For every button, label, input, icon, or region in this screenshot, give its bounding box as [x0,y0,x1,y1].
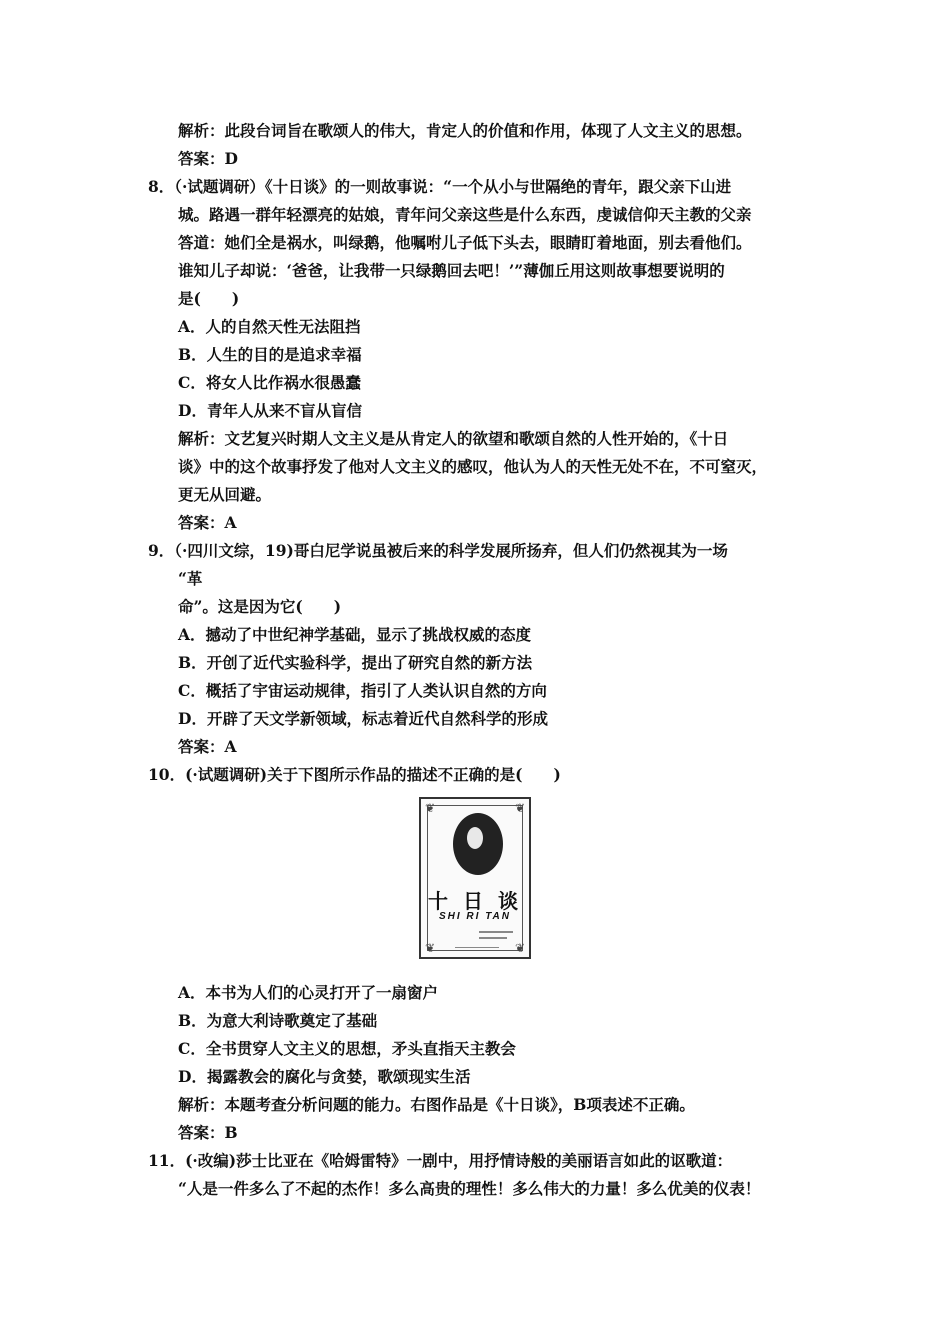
cover-title: 十 日 谈 [428,889,522,913]
ornament-icon: ❦ [425,801,436,815]
text-line: 命”。这是因为它( ) [178,597,342,616]
text-line: D．揭露教会的腐化与贪婪，歌颂现实生活 [178,1067,471,1086]
ornament-icon: ❦ [425,941,436,955]
text-line: D．青年人从来不盲从盲信 [178,401,362,420]
text-line: 谈》中的这个故事抒发了他对人文主义的感叹，他认为人的天性无处不在，不可窒灭， [178,457,768,476]
cover-translator-line [479,937,507,939]
text-line: C．全书贯穿人文主义的思想，矛头直指天主教会 [178,1039,516,1058]
text-line: 更无从回避。 [178,485,272,504]
text-line: 答案：D [178,149,238,168]
text-line: C．概括了宇宙运动规律，指引了人类认识自然的方向 [178,681,547,700]
text-line: 解析：文艺复兴时期人文主义是从肯定人的欲望和歌颂自然的人性开始的，《十日 [178,429,729,448]
text-line: “人是一件多么了不起的杰作！多么高贵的理性！多么伟大的力量！多么优美的仪表！ [178,1179,761,1198]
question-line: 10．(·试题调研)关于下图所示作品的描述不正确的是( ) [148,765,561,784]
text-line: 答道：她们全是祸水，叫绿鹅，他嘱咐儿子低下头去，眼睛盯着地面，别去看他们。 [178,233,752,252]
text-line: 答案：A [178,737,237,756]
question-line: 11．(·改编)莎士比亚在《哈姆雷特》一剧中，用抒情诗般的美丽语言如此的讴歌道： [148,1151,733,1170]
question-line: 8．（·试题调研）《十日谈》的一则故事说：“一个从小与世隔绝的青年，跟父亲下山进 [148,177,732,196]
text-line: 谁知儿子却说：‘爸爸，让我带一只绿鹅回去吧！’”薄伽丘用这则故事想要说明的 [178,261,725,280]
question-line: 9．（·四川文综，19)哥白尼学说虽被后来的科学发展所扬弃，但人们仍然视其为一场 [148,541,728,560]
cover-author-line [479,931,513,933]
text-line: A．撼动了中世纪神学基础，显示了挑战权威的态度 [178,625,532,644]
text-line: “革 [178,569,203,588]
cover-publisher-line [455,947,499,948]
text-line: 解析：此段台词旨在歌颂人的伟大，肯定人的价值和作用，体现了人文主义的思想。 [178,121,752,140]
text-line: D．开辟了天文学新领域，标志着近代自然科学的形成 [178,709,548,728]
text-line: 答案：B [178,1123,238,1142]
ornament-icon: ❦ [514,801,525,815]
text-line: 城。路遇一群年轻漂亮的姑娘，青年问父亲这些是什么东西，虔诚信仰天主教的父亲 [178,205,752,224]
portrait-face [467,827,483,849]
text-line: A．本书为人们的心灵打开了一扇窗户 [178,983,439,1002]
cover-subtitle: SHI RI TAN [438,911,512,922]
text-line: 答案：A [178,513,237,532]
text-line: B．为意大利诗歌奠定了基础 [178,1011,378,1030]
text-line: 解析：本题考查分析问题的能力。右图作品是《十日谈》，B项表述不正确。 [178,1095,695,1114]
text-line: A．人的自然天性无法阻挡 [178,317,361,336]
text-line: B．人生的目的是追求幸福 [178,345,362,364]
text-line: 是( ) [178,289,240,308]
text-line: C．将女人比作祸水很愚蠢 [178,373,361,392]
book-cover-image [419,797,531,959]
text-line: B．开创了近代实验科学，提出了研究自然的新方法 [178,653,533,672]
ornament-icon: ❦ [514,941,525,955]
